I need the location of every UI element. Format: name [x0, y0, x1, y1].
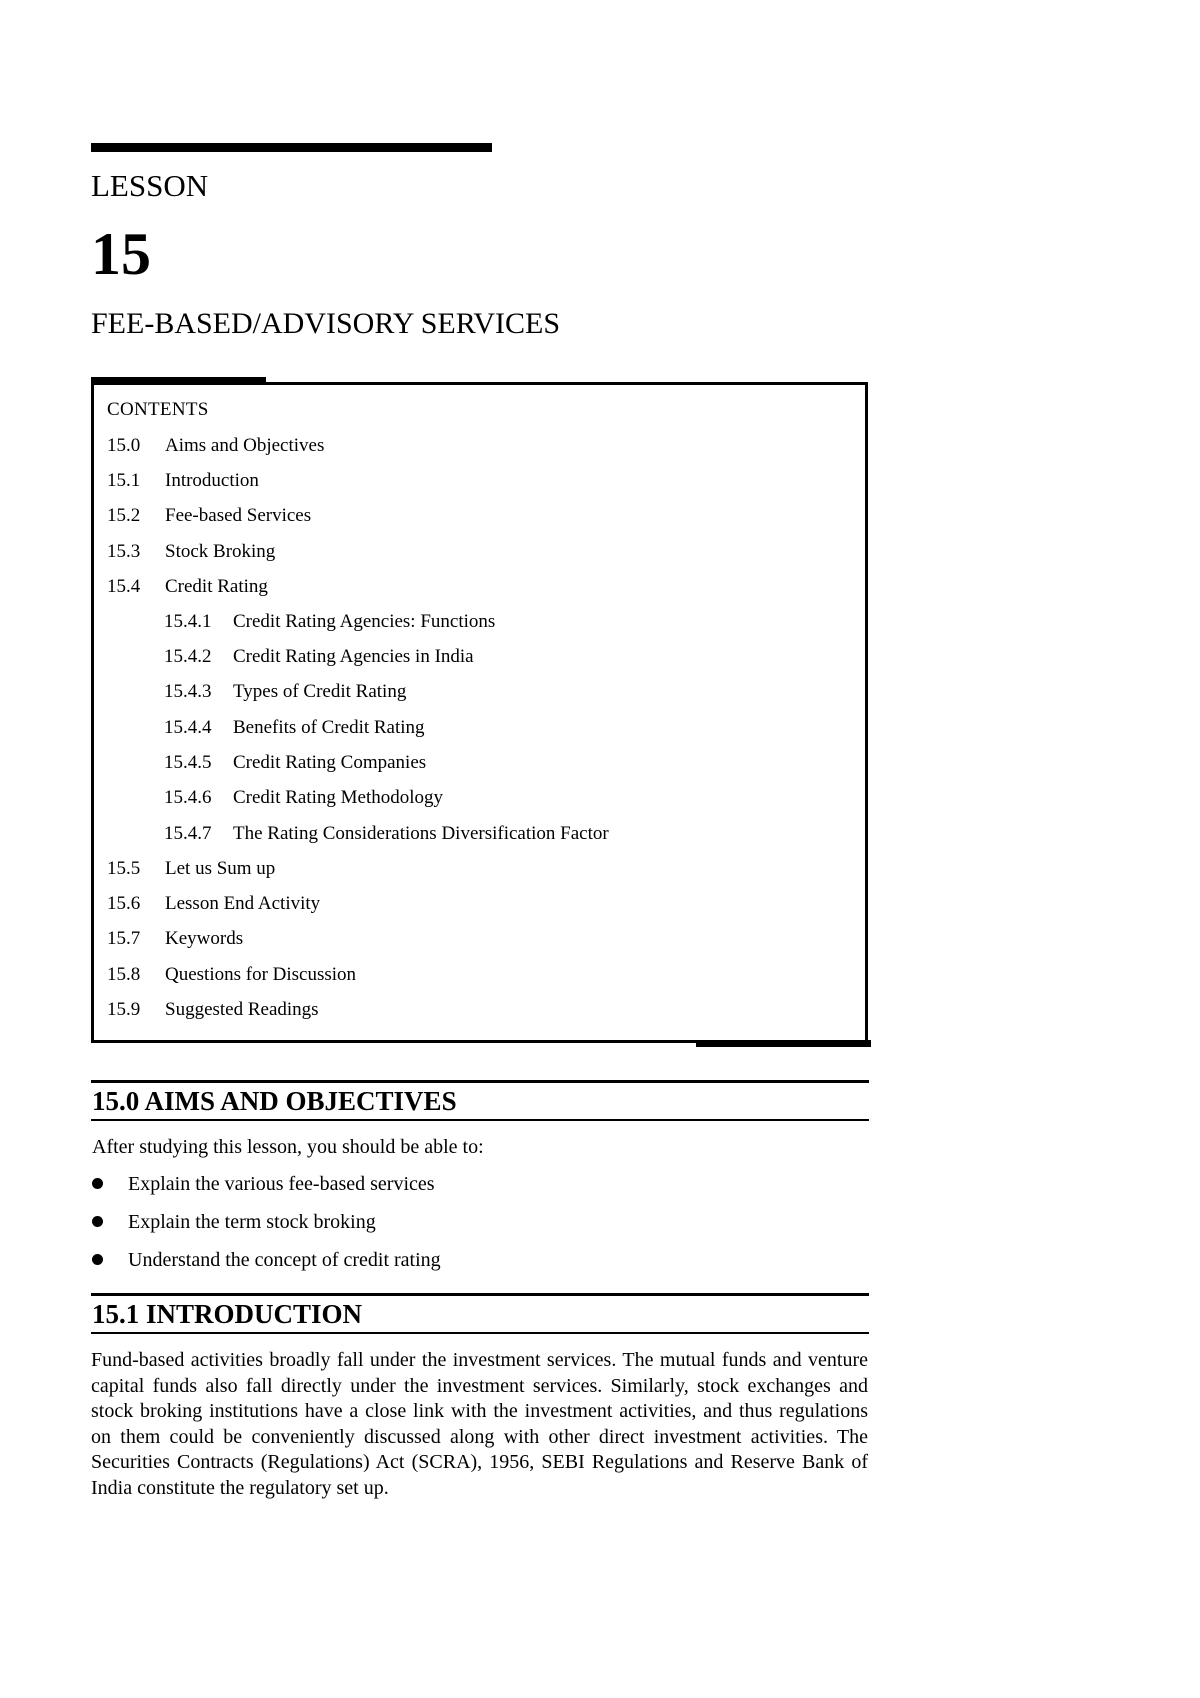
bullet-icon	[92, 1178, 103, 1189]
toc-subitem	[164, 610, 495, 634]
toc-item-number: 15.4.1	[164, 611, 212, 632]
section-heading-introduction	[91, 1293, 869, 1334]
toc-item-title: Keywords	[165, 928, 244, 949]
toc-subitem	[164, 645, 474, 669]
toc-item-number: 15.5	[107, 858, 141, 879]
toc-item-number: 15.6	[107, 893, 141, 914]
contents-box	[91, 382, 868, 1043]
lesson-label: LESSON	[91, 168, 209, 203]
toc-subitem	[164, 786, 443, 810]
toc-item-number: 15.1	[107, 470, 141, 491]
aims-intro: After studying this lesson, you should be able to:	[92, 1136, 484, 1158]
section-heading-text: 15.1 INTRODUCTION	[92, 1299, 363, 1329]
toc-item-title: Fee-based Services	[165, 505, 312, 526]
bullet-item	[92, 1247, 441, 1273]
toc-item	[107, 504, 311, 528]
toc-item-title: Credit Rating Agencies in India	[233, 646, 474, 667]
introduction-paragraph: Fund-based activities broadly fall under the investment services. The mutual funds and venture capital funds also fall directly under the investment services. Similarly, stock exchanges and stock broking institutions have a close link with the investment activities, and thus regulations on them could be conveniently discussed along with other direct investment activities. The Securities Contracts (Regulations) Act (SCRA), 1956, SEBI Regulations and Reserve Bank of India constitute the regulatory set up.	[91, 1349, 868, 1499]
bullet-icon	[92, 1254, 103, 1265]
toc-item	[107, 892, 320, 916]
toc-item-number: 15.4.7	[164, 823, 212, 844]
toc-item-title: Benefits of Credit Rating	[233, 717, 425, 738]
toc-item-number: 15.9	[107, 999, 141, 1020]
toc-item-title: Let us Sum up	[165, 858, 276, 879]
toc-item-title: Types of Credit Rating	[233, 681, 407, 702]
toc-item-title: Stock Broking	[165, 541, 276, 562]
toc-item-number: 15.3	[107, 541, 141, 562]
toc-item-title: Questions for Discussion	[165, 964, 357, 985]
contents-box-bottom-tab	[696, 1040, 871, 1047]
toc-item-title: Introduction	[165, 470, 259, 491]
toc-item-title: Credit Rating Agencies: Functions	[233, 611, 496, 632]
toc-item	[107, 575, 268, 599]
bullet-text: Understand the concept of credit rating	[128, 1249, 441, 1271]
toc-item	[107, 857, 275, 881]
toc-item-number: 15.4.6	[164, 787, 212, 808]
toc-item	[107, 998, 319, 1022]
top-rule-divider	[91, 143, 492, 152]
toc-item-number: 15.4.5	[164, 752, 212, 773]
toc-item-number: 15.0	[107, 435, 141, 456]
toc-subitem	[164, 716, 425, 740]
toc-item-number: 15.4	[107, 576, 141, 597]
toc-item-title: Suggested Readings	[165, 999, 319, 1020]
bullet-item	[92, 1171, 435, 1197]
toc-item-title: Credit Rating Methodology	[233, 787, 444, 808]
section-heading-text: 15.0 AIMS AND OBJECTIVES	[92, 1086, 457, 1116]
toc-item-title: The Rating Considerations Diversification Factor	[233, 823, 609, 844]
toc-item-title: Credit Rating	[165, 576, 268, 597]
toc-item	[107, 963, 356, 987]
toc-item	[107, 434, 324, 458]
toc-item	[107, 927, 243, 951]
toc-item-number: 15.8	[107, 964, 141, 985]
toc-subitem	[164, 751, 426, 775]
toc-item-number: 15.4.2	[164, 646, 212, 667]
bullet-text: Explain the various fee-based services	[128, 1173, 435, 1195]
toc-subitem	[164, 680, 406, 704]
bullet-icon	[92, 1216, 103, 1227]
toc-item-number: 15.4.3	[164, 681, 212, 702]
toc-item-title: Credit Rating Companies	[233, 752, 427, 773]
contents-heading: CONTENTS	[107, 399, 209, 420]
lesson-number: 15	[91, 221, 151, 287]
toc-item-number: 15.7	[107, 928, 141, 949]
toc-item-title: Lesson End Activity	[165, 893, 321, 914]
section-heading-aims	[91, 1080, 869, 1121]
toc-item-number: 15.4.4	[164, 717, 212, 738]
bullet-item	[92, 1209, 376, 1235]
toc-item-number: 15.2	[107, 505, 141, 526]
bullet-text: Explain the term stock broking	[128, 1211, 376, 1233]
lesson-title: FEE-BASED/ADVISORY SERVICES	[91, 307, 561, 340]
toc-item-title: Aims and Objectives	[165, 435, 325, 456]
toc-item	[107, 540, 275, 564]
toc-item	[107, 469, 259, 493]
toc-subitem	[164, 822, 609, 846]
